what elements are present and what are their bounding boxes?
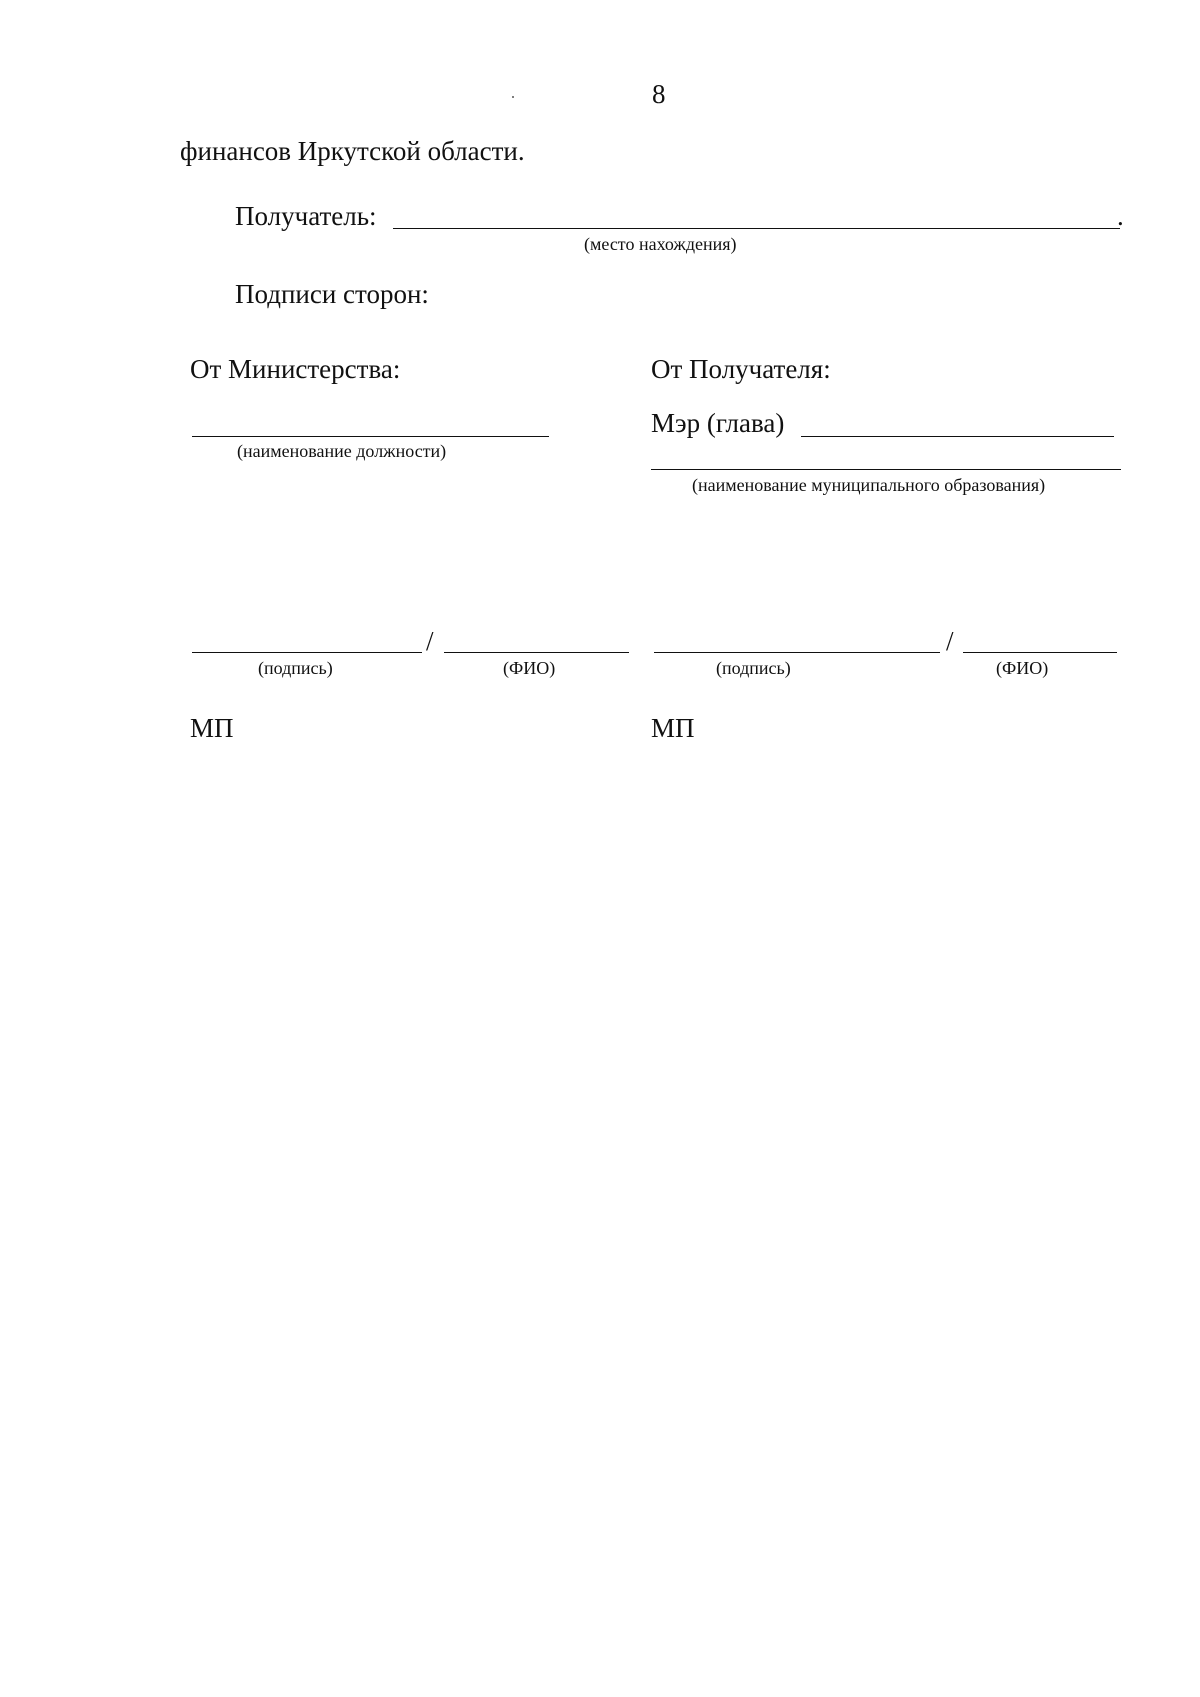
ministry-seal-mark: МП [190, 713, 234, 743]
recipient-fio-caption: (ФИО) [996, 658, 1049, 678]
recipient-label: Получатель: [235, 201, 377, 231]
recipient-trailing-dot: . [1117, 201, 1124, 231]
recipient-location-caption: (место нахождения) [584, 234, 737, 254]
recipient-fio-line [963, 652, 1117, 653]
municipality-line [651, 469, 1121, 470]
recipient-signature-line [654, 652, 940, 653]
page-number: 8 [652, 79, 666, 109]
ministry-slash: / [426, 626, 434, 656]
recipient-seal-mark: МП [651, 713, 695, 743]
ministry-signature-caption: (подпись) [258, 658, 333, 678]
municipality-caption: (наименование муниципального образования) [692, 475, 1046, 495]
ministry-signature-line [192, 652, 422, 653]
ministry-position-line [192, 436, 549, 437]
recipient-slash: / [946, 626, 954, 656]
scan-speck [512, 96, 514, 98]
recipient-location-line [393, 228, 1120, 229]
recipient-party-heading: От Получателя: [651, 354, 831, 384]
ministry-position-caption: (наименование должности) [237, 441, 447, 461]
ministry-fio-caption: (ФИО) [503, 658, 556, 678]
ministry-heading: От Министерства: [190, 354, 401, 384]
signatures-heading: Подписи сторон: [235, 279, 429, 309]
recipient-signature-caption: (подпись) [716, 658, 791, 678]
ministry-fio-line [444, 652, 629, 653]
continuation-text: финансов Иркутской области. [180, 136, 525, 166]
mayor-label: Мэр (глава) [651, 408, 785, 438]
mayor-name-line [801, 436, 1114, 437]
